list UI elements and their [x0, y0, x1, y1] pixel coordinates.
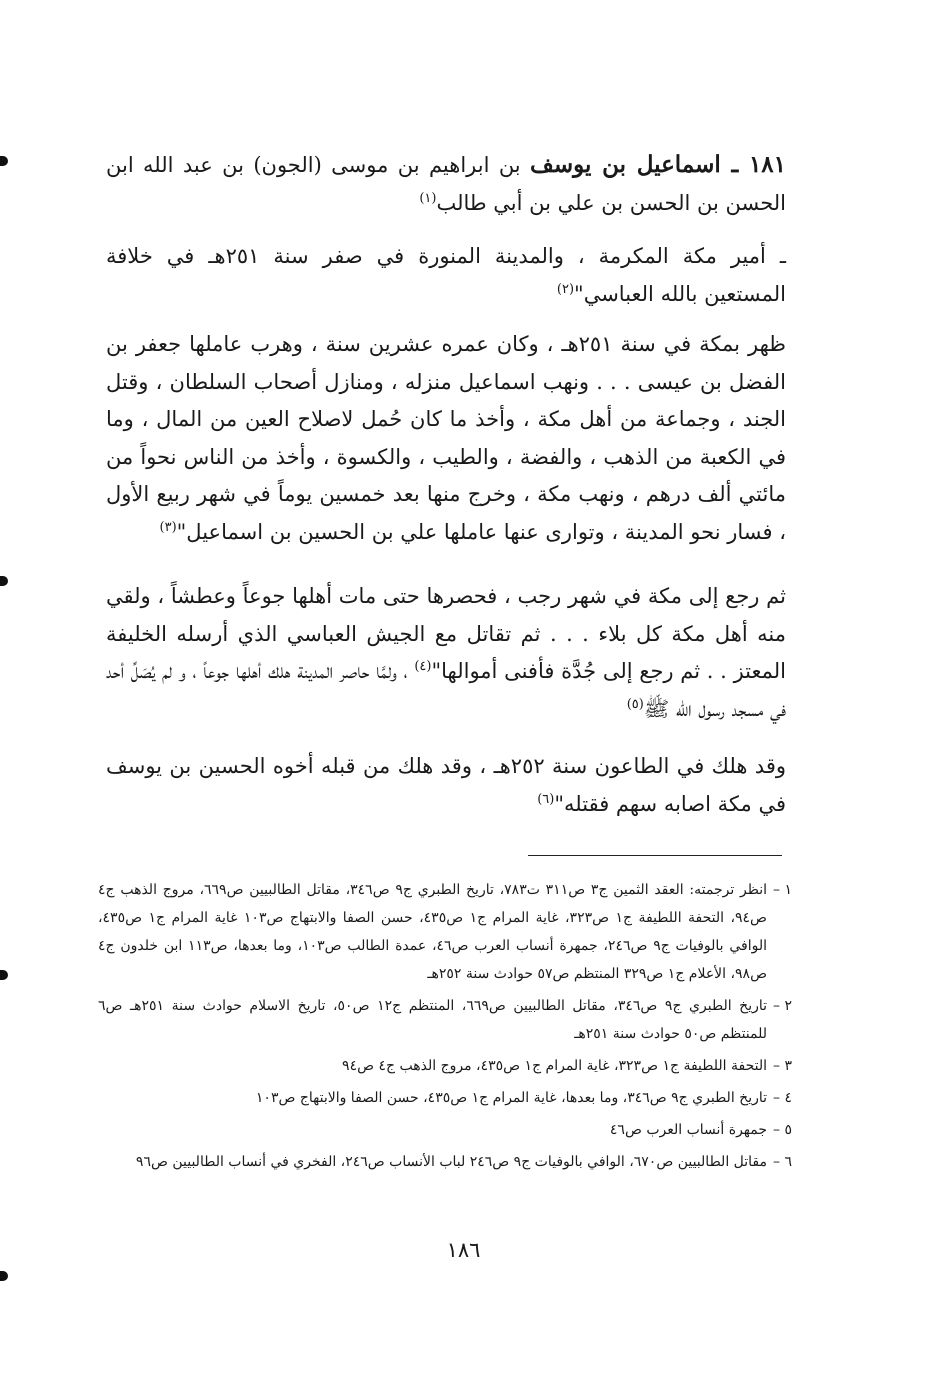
paragraph-title [106, 238, 786, 313]
paragraph-siege [106, 578, 786, 728]
footnote-number: ١ – [773, 882, 792, 898]
footnote-marker: (٦) [537, 791, 555, 807]
entry-lineage: بن ابراهيم بن موسى (الجون) بن عبد الله ابن الحسن بن الحسن بن علي بن أبي طالب [106, 153, 786, 215]
footnote-6 [98, 1148, 792, 1176]
margin-dot [0, 1271, 8, 1281]
footnote-number: ٢ – [773, 998, 792, 1014]
footnote-text: تاريخ الطبري ج٩ ص٣٤٦، وما بعدها، غاية المرام ج١ ص٤٣٥، حسن الصفا والابتهاج ص١٠٣ [255, 1090, 768, 1106]
paragraph-text: وقد هلك في الطاعون سنة ٢٥٢هـ ، وقد هلك من قبله أخوه الحسين بن يوسف في مكة اصابه سهم فقتله" [106, 754, 786, 816]
margin-dot [0, 970, 8, 980]
footnote-number: ٤ – [773, 1090, 792, 1106]
footnote-1 [98, 876, 792, 988]
footnote-marker: (٣) [159, 519, 177, 535]
footnote-number: ٦ – [773, 1154, 792, 1170]
entry-title-paragraph [106, 146, 786, 222]
paragraph-text: ـ أمير مكة المكرمة ، والمدينة المنورة في صفر سنة ٢٥١هـ في خلافة المستعين بالله العباسي" [106, 244, 786, 306]
footnote-2 [98, 992, 792, 1048]
paragraph-text: ، ولمَّا حاصر المدينة هلك أهلها جوعاً ، و لم يُصَلِّ أحد في مسجد رسول الله ﷺ [106, 659, 786, 721]
footnote-marker: (٥) [626, 696, 644, 712]
footnote-number: ٥ – [773, 1122, 792, 1138]
footnotes [98, 876, 792, 1180]
footnote-marker: (١) [419, 190, 437, 206]
entry-heading: ١٨١ ـ اسماعيل بن يوسف [530, 151, 786, 178]
footnote-4 [98, 1084, 792, 1112]
footnote-separator [528, 855, 782, 856]
footnote-text: جمهرة أنساب العرب ص٤٦ [609, 1122, 768, 1138]
margin-dot [0, 156, 8, 166]
page-number: ١٨٦ [446, 1238, 481, 1262]
footnote-text: مقاتل الطالبيين ص٦٧٠، الوافي بالوفيات ج٩ ص٢٤٦ لباب الأنساب ص٢٤٦، الفخري في أنساب الطالبيين ص٩٦ [135, 1154, 768, 1170]
footnote-marker: (٢) [556, 281, 575, 297]
footnote-text: انظر ترجمته: العقد الثمين ج٣ ص٣١١ ت٧٨٣، تاريخ الطبري ج٩ ص٣٤٦، مقاتل الطالبيين ص٦٦٩، مروج الذهب ج٤ ص٩٤، التحفة اللطيفة ج١ ص٣٢٣، غاية المرام ج١ ص٤٣٥، حسن الصفا والابتهاج ص١٠٣ غاية المرام ج١ ص٤٣٥، الوافي بالوفيات ج٩ ص٢٤٦، جمهرة أنساب العرب ص٤٦، عمدة الطالب ص١٠٣، وما بعدها، ص١١٣ ابن خلدون ج٤ ص٩٨، الأعلام ج١ ص٣٢٩ المنتظم ص٥٧ حوادث سنة ٢٥٢هـ [98, 882, 768, 982]
footnote-5 [98, 1116, 792, 1144]
margin-dot [0, 576, 8, 586]
paragraph-text: ظهر بمكة في سنة ٢٥١هـ ، وكان عمره عشرين سنة ، وهرب عاملها جعفر بن الفضل بن عيسى . . . ونهب اسماعيل منزله ، ومنازل أصحاب السلطان ، وقتل الجند ، وجماعة من أهل مكة ، وأخذ ما كان حُمل لاصلاح العين من المال ، وما في الكعبة من الذهب ، والفضة ، والطيب ، والكسوة ، وأخذ من الناس نحواً من مائتي ألف درهم ، ونهب مكة ، وخرج منها بعد خمسين يوماً في شهر ربيع الأول ، فسار نحو المدينة ، وتوارى عنها عاملها علي بن الحسين بن اسماعيل" [106, 332, 786, 544]
footnote-text: تاريخ الطبري ج٩ ص٣٤٦، مقاتل الطالبيين ص٦٦٩، المنتظم ج١٢ ص٥٠، تاريخ الاسلام حوادث سنة ٢٥١هـ ص٦ للمنتظم ص٥٠ حوادث سنة ٢٥١هـ [98, 998, 768, 1042]
paragraph-text: ثم رجع إلى مكة في شهر رجب ، فحصرها حتى مات أهلها جوعاً وعطشاً ، ولقي منه أهل مكة كل بلاء . . . ثم تقاتل مع الجيش العباسي الذي أرسله الخليفة المعتز . . ثم رجع إلى جُدَّة فأفنى أموالها" [106, 584, 786, 683]
footnote-text: التحفة اللطيفة ج١ ص٣٢٣، غاية المرام ج١ ص٤٣٥، مروج الذهب ج٤ ص٩٤ [342, 1058, 768, 1074]
footnote-number: ٣ – [773, 1058, 792, 1074]
paragraph-history [106, 326, 786, 551]
footnote-marker: (٤) [414, 659, 432, 674]
paragraph-death [106, 748, 786, 823]
footnote-3 [98, 1052, 792, 1080]
entry-title-block [106, 146, 786, 222]
